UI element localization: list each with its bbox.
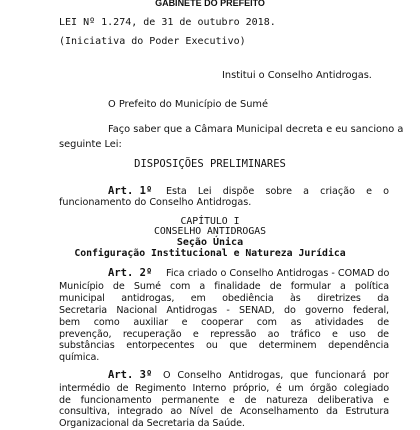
article-text: substâncias entorpecentes ou que determinem dependência xyxy=(59,340,389,351)
article-text: química. xyxy=(59,352,100,363)
article-text: municipal antidrogas, em obediência às diretrizes da xyxy=(59,293,389,304)
article-text: Secretaria Nacional Antidrogas - SENAD, do governo federal, xyxy=(59,305,389,316)
article-text: Organizacional da Secretaria da Saúde. xyxy=(59,418,245,429)
article-label: Art. 2º xyxy=(108,267,153,279)
article-text: de funcionamento permanente e de natureza deliberativa e xyxy=(59,395,389,406)
decree-text-continued: seguinte Lei: xyxy=(59,139,122,150)
chapter-title: CONSELHO ANTIDROGAS xyxy=(153,226,267,237)
article-label: Art. 1º xyxy=(108,185,153,197)
law-number: LEI Nº 1.274, de 31 de outubro 2018. xyxy=(59,17,276,28)
initiative-note: (Iniciativa do Poder Executivo) xyxy=(59,36,246,47)
article-text: Fica criado o Conselho Antidrogas - COMAD do xyxy=(166,268,390,279)
article-text: bem como auxiliar e cooperar com as atividades de xyxy=(59,317,389,328)
article-text: Município de Sumé com a finalidade de formular a política xyxy=(59,281,389,292)
article-text: prevenção, recuperação e repressão ao tráfico e uso de xyxy=(59,329,389,340)
office-heading: GABINETE DO PREFEITO xyxy=(155,0,265,8)
law-summary: Institui o Conselho Antidrogas. xyxy=(222,70,372,81)
article-text: O Conselho Antidrogas, que funcionará por xyxy=(163,370,389,381)
salutation: O Prefeito do Município de Sumé xyxy=(108,99,268,110)
section-title: Configuração Institucional e Natureza Jurídica xyxy=(74,248,346,259)
decree-text: Faço saber que a Câmara Municipal decreta e eu sanciono a xyxy=(108,124,404,135)
article-text: consultiva, integrado ao Nível de Aconselhamento da Estrutura xyxy=(59,406,389,417)
section-number: Seção Única xyxy=(176,237,244,248)
article-text: funcionamento do Conselho Antidrogas. xyxy=(59,197,252,208)
chapter-number: CAPÍTULO I xyxy=(180,216,240,227)
article-label: Art. 3º xyxy=(108,369,153,381)
article-text: intermédio de Regimento Interno próprio, é um órgão colegiado xyxy=(59,383,389,394)
article-text: Esta Lei dispõe sobre a criação e o xyxy=(166,186,389,197)
section-heading: DISPOSIÇÕES PRELIMINARES xyxy=(134,158,286,170)
